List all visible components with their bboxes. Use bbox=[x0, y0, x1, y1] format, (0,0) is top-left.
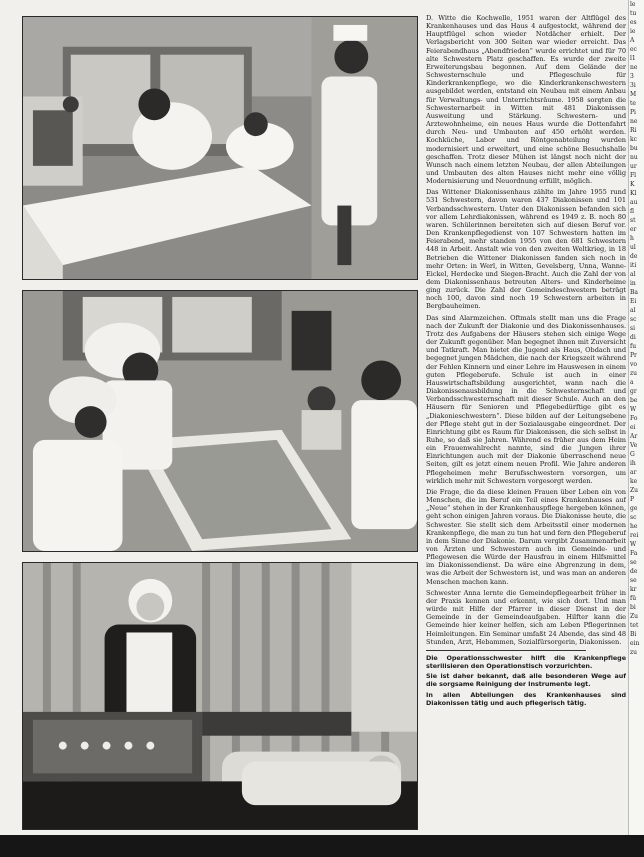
adjacent-page-fragment: G bbox=[630, 451, 635, 458]
adjacent-page-fragment: Zu bbox=[630, 613, 639, 620]
adjacent-page-fragment: bu bbox=[630, 145, 638, 152]
article-paragraph: Das Wittener Diakonissenhaus zählte im Jahre 1955 rund 531 Schwestern, davon waren 437 Diakonissen und 101 Verbandsschwestern. Unter den Diakonissen befanden sich vor allem Lehrdiakonissen, während es 1949 z. B. noch 80 waren. Schülerinnen bereiteten sich auf diesen Beruf vor. Den Krankenpflegedienst von 107 Schwestern hatten im Feierabend, mehr standen 1955 von den 681 Schwestern 448 in Arbeit. Anstalt wie von den zweiten Weltkrieg, in 18 Betrieben die Wittener Diakonissen fanden sich noch in mehr Orten: in Werl, in Witten, Gevelsberg, Unna, Wanne-Eickel, Herdecke und Siegen-Bracht. Auch die Zahl der von dem Diakonissenhaus betreuten Alters- und Kinderheime ging zurück. Die Zahl der Gemeindeschwestern beträgt noch 100, davon sind noch 19 Schwestern arbeiten in Bergbauheimen. bbox=[426, 188, 626, 311]
adjacent-page-fragment: a bbox=[630, 379, 634, 386]
adjacent-page-fragment: Pr bbox=[630, 352, 637, 359]
adjacent-page-fragment: ur bbox=[630, 163, 637, 170]
adjacent-page-fragment: Ba bbox=[630, 289, 638, 296]
scan-bottom-edge bbox=[0, 835, 644, 857]
adjacent-page-fragment: st bbox=[630, 217, 636, 224]
adjacent-page-fragment: tet bbox=[630, 622, 639, 629]
adjacent-page-fragment: ih bbox=[630, 460, 636, 467]
adjacent-page-fragment: di bbox=[630, 334, 636, 341]
adjacent-page-fragment: W bbox=[630, 541, 637, 548]
adjacent-page-fragment: sc bbox=[630, 316, 637, 323]
adjacent-page-fragment: Fo bbox=[630, 415, 638, 422]
article-paragraph: Das sind Alarmzeichen. Oftmals stellt man uns die Frage nach der Zukunft der Diakonie und des Diakonissenhauses. Trotz des Aufgabens der Häusers stehen sich einige Wege der Zukunft gegenüber. Man begegnet ihnen mit Zuversicht und Tatkraft. Man bietet die Jugend als Haus, Obdach und begegnet jungen Mädchen, die nach der Kriegszeit während der Fehlen Kinnern und einer Lehre im Hauswesen in einem guten Pflegeberufe. Schule ist auch in einer Hauswirtschaftsbildung ausgerichtet, wann nach die Diakonissenausbildung in die Schwesternschaft und Verbandsschwesternschaft mit dieser Schule. Auch an den Häusern für Senioren und Pflegebedürftige gibt es „Diakonieschwestern“. Diese bilden auf der Leitungsebene der Pflege steht gut in der Sozialausgabe eingeordnet. Der Einrichtung gibt es Raum für Diakonissen, die sich selbst in Ruhe, so daß sie Jahren. Während es früher aus dem Heim ein Frauenwahlrecht nannte, sind die Jungen ihrer Einrichtungen auch mit der Diakonie überraschend neue Seiten, gilt es jetzt einem neuen Profil. Wie Jahre anderen Pflegeheimen mehr Berufsschwestern vorsorgen, um wirklich mehr mit Schwestern vorgesorgt werden. bbox=[426, 313, 626, 485]
adjacent-page-fragment: fl bbox=[630, 208, 635, 215]
adjacent-page-fragment: fu bbox=[630, 343, 637, 350]
adjacent-page-fragment: rei bbox=[630, 532, 639, 539]
photo-caption: Sie ist daher bekannt, daß alle besonderen Wege auf die sorgsame Reinigung der Instrumente legt. bbox=[426, 672, 626, 689]
adjacent-page-edge bbox=[628, 0, 644, 857]
adjacent-page-fragment: es bbox=[630, 19, 637, 26]
adjacent-page-fragment: ec bbox=[630, 46, 637, 53]
article-text-column bbox=[426, 14, 626, 834]
adjacent-page-fragment: zu bbox=[630, 370, 638, 377]
adjacent-page-fragment: vo bbox=[630, 361, 638, 368]
adjacent-page-fragment: Ve bbox=[630, 442, 638, 449]
adjacent-page-fragment: ei bbox=[630, 424, 636, 431]
adjacent-page-fragment: se bbox=[630, 559, 637, 566]
adjacent-page-fragment: sc bbox=[630, 514, 637, 521]
adjacent-page-fragment: W bbox=[630, 406, 637, 413]
adjacent-page-fragment: de bbox=[630, 568, 638, 575]
adjacent-page-fragment: ge bbox=[630, 505, 638, 512]
adjacent-page-fragment: Ar bbox=[630, 433, 638, 440]
adjacent-page-fragment: al bbox=[630, 271, 636, 278]
article-paragraph: Schwester Anna lernte die Gemeindepflegearbeit früher in der Praxis kennen und erkennt, wie sich dort. Und man würde mit Hilfe der Pfarrer in dieser Dienst in der Gemeinde in der Gemeindeaufgaben. Hilfter kann die Gemeinde hier keiner helfen, sich am Leben Pflegerinnen Heimleitungen. Ein Seminar umfaßt 24 Abende, das sind 48 Stunden, Arzt, Hebammen, Sozialfürsorgerin, Diakonissen. bbox=[426, 588, 626, 646]
adjacent-page-fragment: ie bbox=[630, 28, 636, 35]
adjacent-page-fragment: M bbox=[630, 91, 637, 98]
adjacent-page-fragment: zu bbox=[630, 649, 638, 656]
adjacent-page-fragment: Kl bbox=[630, 190, 637, 197]
adjacent-page-fragment: bi bbox=[630, 604, 636, 611]
adjacent-page-fragment: Ri bbox=[630, 127, 637, 134]
adjacent-page-fragment: be bbox=[630, 397, 638, 404]
adjacent-page-fragment: fü bbox=[630, 595, 637, 602]
adjacent-page-fragment: ein bbox=[630, 640, 640, 647]
photo-caption: Die Operationsschwester hilft die Krankenpflege sterilisieren den Operationstisch vorzurichten. bbox=[426, 653, 626, 670]
adjacent-page-fragment: se bbox=[630, 577, 637, 584]
adjacent-page-fragment: l1 bbox=[630, 55, 636, 62]
photo-caption: In allen Abteilungen des Krankenhauses sind Diakonissen tätig und auch pflegerisch tätig. bbox=[426, 691, 626, 707]
adjacent-page-fragment: le bbox=[630, 1, 636, 8]
adjacent-page-fragment: h bbox=[630, 235, 634, 242]
adjacent-page-fragment: he bbox=[630, 523, 638, 530]
adjacent-page-fragment: Pi bbox=[630, 109, 636, 116]
operating-room-photo bbox=[22, 16, 418, 280]
adjacent-page-fragment: Zu bbox=[630, 487, 639, 494]
treatment-apparatus-photo bbox=[22, 562, 418, 830]
adjacent-page-fragment: tu bbox=[630, 10, 637, 17]
adjacent-page-fragment: nu bbox=[630, 154, 638, 161]
adjacent-page-fragment: K bbox=[630, 181, 635, 188]
adjacent-page-fragment: ne bbox=[630, 64, 638, 71]
adjacent-page-fragment: kc bbox=[630, 136, 637, 143]
adjacent-page-fragment: ke bbox=[630, 478, 638, 485]
adjacent-page-fragment: gr bbox=[630, 388, 637, 395]
article-paragraph: D. Witte die Kochwelle, 1951 waren der Altflügel des Krankenhauses und das Haus 4 aufgestockt, während der Hauptflügel schon wieder Notdächer erhielt. Der Verlagsbericht von 300 Seiten war wieder erreicht. Das Feierabendhaus „Abendfrieden“ wurde errichtet und für 70 alte Schwestern Platz geschaffen. Es wurde der zweite Erweiterungsbau begonnen. Auf dem Gelände der Schwesternschule und Pflegeschule für Kinderkrankenpflege, wo die Kinderkrankenschwestern ausgebildet werden, entstand ein Neubau mit einem Anbau für Verwaltungs- und Unterrichtsräume. 1958 sorgten die Schwesternarbeit in Witten mit 481 Diakonissen Ausweitung und Stärkung. Schwestern- und Arztewohnheime, ein neues Haus wurde die Dottenfahrt durch Neu- und Umbauten auf 450 erhöht werden. Kochküche, Labor und Röntgenabteilung wurden modernisiert und erweitert, und eine schöne Besuchshalle geschaffen. Trotz dieser Mühen ist längst noch nicht der Wunsch nach einem letzten Neubau, der allen Abteilungen und Umbauten des alten Hauses nicht mehr eine völlig Modernisierung und Neuordnung erfüllt, möglich. bbox=[426, 14, 626, 186]
adjacent-page-fragment: ne bbox=[630, 118, 638, 125]
instrument-cleaning-photo bbox=[22, 290, 418, 552]
article-paragraph: Die Frage, die da diese kleinen Frauen über Leben ein von Menschen, die im Beruf ein Teil eines Krankenhauses auf „Neue“ stehen in der Krankenhauspflege hergeben können, geht schon einigen Jahren voraus. Die Diakonisse heute, die Schwester. Sie stellt sich dem Arbeitsstil einer modernen Krankenpflege, die man zu tun hat und fern den Pflegeberuf in dem Sinne der Diakonie. Darum vergibt Zusammenarbeit von Ärzten und Schwestern auch im Gemeinde- und Pflegewesen die Würde der Hausfrau in einem Hilfsmittel im Diakonissendienst. Da wäre eine Abgrenzung in dem, was die Arbeit der Schwestern ist, und was man an anderen Menschen machen kann. bbox=[426, 487, 626, 586]
adjacent-page-fragment: Fl bbox=[630, 172, 637, 179]
adjacent-page-fragment: er bbox=[630, 226, 637, 233]
adjacent-page-fragment: Bi bbox=[630, 631, 637, 638]
adjacent-page-fragment: 3i bbox=[630, 82, 636, 89]
adjacent-page-fragment: Ei bbox=[630, 298, 637, 305]
adjacent-page-fragment: Fa bbox=[630, 550, 638, 557]
adjacent-page-fragment: de bbox=[630, 253, 638, 260]
adjacent-page-fragment: A bbox=[630, 37, 635, 44]
adjacent-page-fragment: al bbox=[630, 307, 636, 314]
adjacent-page-fragment: kr bbox=[630, 586, 637, 593]
adjacent-page-fragment: te bbox=[630, 100, 636, 107]
adjacent-page-fragment: ar bbox=[630, 469, 637, 476]
adjacent-page-fragment: 3 bbox=[630, 73, 634, 80]
adjacent-page-fragment: in bbox=[630, 280, 636, 287]
caption-divider bbox=[426, 650, 586, 651]
adjacent-page-fragment: si bbox=[630, 325, 635, 332]
adjacent-page-fragment: P bbox=[630, 496, 635, 503]
adjacent-page-fragment: iti bbox=[630, 262, 637, 269]
adjacent-page-fragment: au bbox=[630, 199, 638, 206]
adjacent-page-fragment: ul bbox=[630, 244, 636, 251]
